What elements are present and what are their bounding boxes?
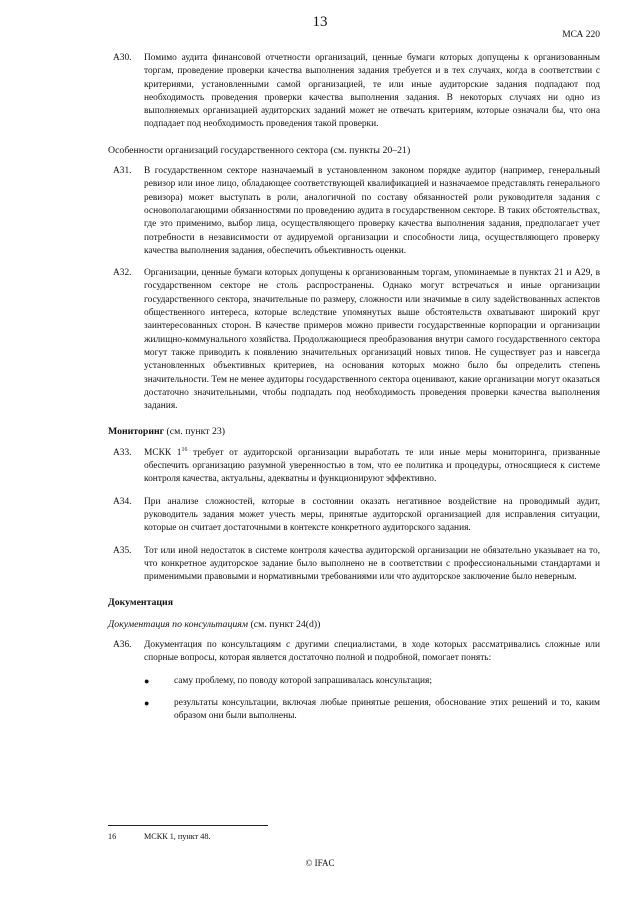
list-item [108,675,600,688]
paragraph-text: При анализе сложностей, которые в состоянии оказать негативное воздействие на проводимый аудит, руководитель задания может учесть меры, принятые аудиторской организацией для исправления ситуации, которые он считает достаточными в контексте конкретного аудиторского задания. [144,496,600,534]
footnote-divider [108,825,268,826]
paragraph-number: A33. [113,447,132,458]
bullet-list [108,675,600,724]
paragraph-text: В государственном секторе назначаемый в установленном законом порядке аудитор (например, генеральный ревизор или иное лицо, обладающее соответствующей квалификацией и назначаемое представлять генерального ревизора) может выступать в роли, аналогичной по составу обязанностей роли руководителя задания с основополагающими обязанностями по проведению аудита в государственном секторе. В таких обстоятельствах, где это применимо, выбор лица, осуществляющего проверку качества выполнения задания, предполагает учет потребности в независимости от аудируемой организации и способности лица, осуществляющего проверку качества выполнения задания, обеспечить объективность оценки. [144,166,600,256]
footnote-text: МСКК 1, пункт 48. [144,832,211,841]
list-item-text: саму проблему, по поводу которой запрашивалась консультация; [174,675,432,686]
subheading-consultations [108,618,600,631]
paragraph-number: A30. [113,53,132,63]
paragraph-text: Помимо аудита финансовой отчетности организаций, ценные бумаги которых допущены к организованным торгам, проведение проверки качества выполнения задания требуется и в тех случаях, когда в соответствии с критериями, установленными самой организацией, те или иные аудиторские задания подпадают под необходимость проведения проверки качества выполнения задания. В некоторых случаях ни одно из выполняемых организацией аудиторских заданий может не отвечать критериям, которые означали бы, что она подпадает под необходимость проведения такой проверки. [144,53,600,130]
page-number: 13 [312,14,328,30]
copyright: © IFAC [305,858,335,868]
section-heading-public-sector: Особенности организаций государственного сектора (см. пункты 20–21) [108,144,411,156]
section-heading-documentation: Документация [108,597,173,609]
paragraph-a30 [108,52,600,132]
paragraph-a33 [108,447,600,487]
bullet-icon: ● [144,697,150,708]
paragraph-number: A34. [113,496,132,507]
document-code: МСА 220 [562,30,600,40]
paragraph-text-post: требует от аудиторской организации выработать те или иные меры мониторинга, призванные обеспечить организацию разумной уверенностью в том, что ее политика и процедуры, относящиеся к системе контроля качества, актуальны, адекватны и функционируют эффективно. [144,447,600,485]
list-item-text: результаты консультации, включая любые принятые решения, обоснование этих решений и то, каким образом они были выполнены. [174,697,600,722]
subheading-reference: (см. пункт 24(d)) [248,618,321,630]
paragraph-number: A36. [113,639,132,650]
heading-reference: (см. пункт 23) [164,426,226,438]
bullet-icon: ● [144,675,150,686]
paragraph-text [144,447,600,487]
footnote [108,832,210,841]
paragraph-text-pre: МСКК 1 [144,447,182,458]
paragraph-a35 [108,545,600,585]
footnote-number: 16 [108,832,117,841]
subheading-italic-text: Документация по консультациям [108,618,249,630]
paragraph-a34 [108,496,600,536]
paragraph-text: Организации, ценные бумаги которых допущены к организованным торгам, упоминаемые в пунктах 21 и A29, в государственном секторе не столь распространены. Однако могут встречаться и иные организации государственного сектора, значительные по размеру, сложности или значимые в силу задействованных аспектов общественного интереса, которые вследствие упомянутых выше обстоятельств охватывают широкий круг заинтересованных сторон. В качестве примеров можно привести государственные корпорации и организации жилищно-коммунального хозяйства. Продолжающиеся преобразования внутри самого государственного сектора могут также приводить к появлению значительных организаций новых типов. Не существует раз и навсегда установленных объективных критериев, на основания которых можно было бы определить степень значительности. Тем не менее аудиторы государственного сектора оценивают, какие организации могут оказаться достаточно значительными, чтобы подпадать под необходимость проведения проверки качества выполнения задания. [144,268,600,412]
page-content [108,52,600,732]
paragraph-a31 [108,165,600,258]
list-item [108,697,600,724]
paragraph-text: Документация по консультациям с другими специалистами, в ходе которых рассматривались сложные или спорные вопросы, которая является достаточно полной и подробной, помогает понять: [144,639,600,664]
paragraph-a36 [108,639,600,666]
paragraph-number: A35. [113,545,132,556]
footnote-ref: 16 [181,446,188,453]
paragraph-text: Тот или иной недостаток в системе контроля качества аудиторской организации не обязательно указывает на то, что конкретное аудиторское задание было выполнено не в соответствии с профессиональными стандартами и применимыми правовыми и нормативными требованиями или что аудиторское заключение было неверным. [144,545,600,583]
paragraph-number: A32. [113,268,132,279]
heading-bold-text: Мониторинг [108,426,165,438]
paragraph-number: A31. [113,166,132,177]
section-heading-monitoring [108,425,600,438]
paragraph-a32 [108,267,600,413]
